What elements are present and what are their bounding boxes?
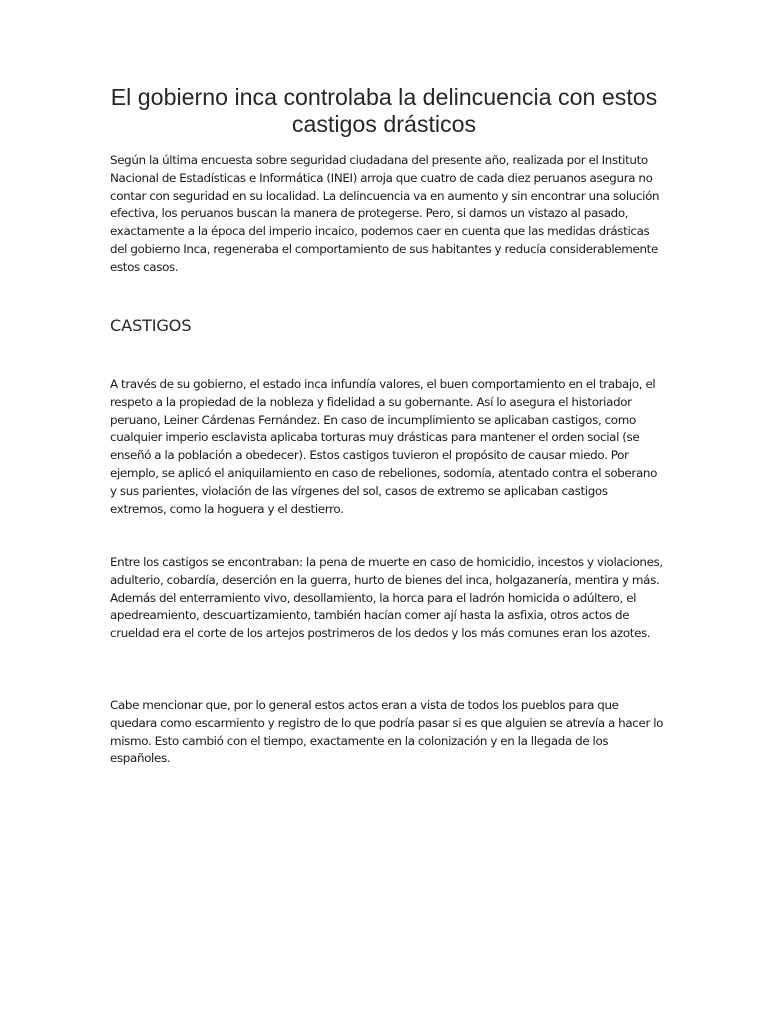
section-heading: CASTIGOS bbox=[110, 316, 192, 335]
body-paragraph-2: Entre los castigos se encontraban: la pena de muerte en caso de homicidio, incestos y violaciones, adulterio, cobardía, deserción en la guerra, hurto de bienes del inca, holgazanería, mentira y más. Además del enterramiento vivo, desollamiento, la horca para el ladrón homicida o adúltero, el apedreamiento, descuartizamiento, también hacían comer ají hasta la asfixia, otros actos de crueldad era el corte de los artejos postrimeros de los dedos y los más comunes eran los azotes. bbox=[110, 555, 663, 641]
body-paragraph-1: A través de su gobierno, el estado inca infundía valores, el buen comportamiento en el trabajo, el respeto a la propiedad de la nobleza y fidelidad a su gobernante. Así lo asegura el historiador peruano, Leiner Cárdenas Fernández. En caso de incumplimiento se aplicaban castigos, como cualquier imperio esclavista aplicaba torturas muy drásticas para mantener el orden social (se enseñó a la población a obedecer). Estos castigos tuvieron el propósito de causar miedo. Por ejemplo, se aplicó el aniquilamiento en caso de rebeliones, sodomía, atentado contra el soberano y sus parientes, violación de las vírgenes del sol, casos de extremo se aplicaban castigos extremos, como la hoguera y el destierro. bbox=[110, 377, 657, 516]
intro-paragraph: Según la última encuesta sobre seguridad ciudadana del presente año, realizada por el Instituto Nacional de Estadísticas e Informática (INEI) arroja que cuatro de cada diez peruanos asegura no contar con seguridad en su localidad. La delincuencia va en aumento y sin encontrar una solución efectiva, los peruanos buscan la manera de protegerse. Pero, si damos un vistazo al pasado, exactamente a la época del imperio incaico, podemos caer en cuenta que las medidas drásticas del gobierno Inca, regeneraba el comportamiento de sus habitantes y reducía considerablemente estos casos. bbox=[110, 153, 660, 274]
document-title: El gobierno inca controlaba la delincuencia con estos castigos drásticos bbox=[110, 84, 658, 137]
body-paragraph-3: Cabe mencionar que, por lo general estos actos eran a vista de todos los pueblos para que quedara como escarmiento y registro de lo que podría pasar si es que alguien se atrevía a hacer lo mismo. Esto cambió con el tiempo, exactamente en la colonización y en la llegada de los españoles. bbox=[110, 698, 664, 766]
